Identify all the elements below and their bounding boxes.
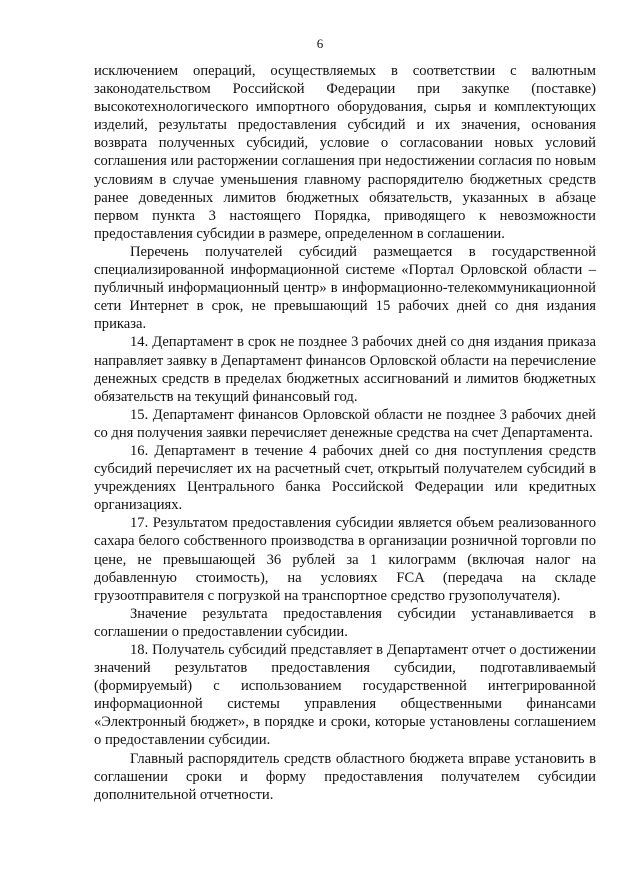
document-body [94, 62, 596, 804]
paragraph-additional-reporting: Главный распорядитель средств областного бюджета вправе установить в соглашении сроки и форму предоставления получателем субсидии дополнительной отчетности. [94, 750, 596, 803]
page-number: 6 [316, 36, 324, 51]
paragraph-item-16: 16. Департамент в течение 4 рабочих дней со дня поступления средств субсидий перечисляет их на расчетный счет, открытый получателем субсидий в учреждениях Центрального банка Российской Федерации или кредитных организациях. [94, 442, 596, 514]
paragraph-continuation: исключением операций, осуществляемых в соответствии с валютным законодательством Российской Федерации при закупке (поставке) высокотехнологического импортного оборудования, сырья и комплектующих изделий, результаты предоставления субсидий и их значения, основания возврата полученных субсидий, условие о согласовании новых условий соглашения или расторжении соглашения при недостижении согласия по новым условиям в случае уменьшения главному распорядителю бюджетных средств ранее доведенных лимитов бюджетных обязательств, указанных в абзаце первом пункта 3 настоящего Порядка, приводящего к невозможности предоставления субсидии в размере, определенном в соглашении. [94, 63, 596, 242]
paragraph-result-value: Значение результата предоставления субсидии устанавливается в соглашении о предоставлении субсидии. [94, 605, 596, 640]
paragraph-item-18: 18. Получатель субсидий представляет в Департамент отчет о достижении значений результатов предоставления субсидии, подготавливаемый (формируемый) с использованием государственной интегрированной информационной системы управления общественными финансами «Электронный бюджет», в порядке и сроки, которые установлены соглашением о предоставлении субсидии. [94, 642, 596, 749]
paragraph-item-15: 15. Департамент финансов Орловской области не позднее 3 рабочих дней со дня получения заявки перечисляет денежные средства на счет Департамента. [94, 406, 596, 441]
paragraph-item-14: 14. Департамент в срок не позднее 3 рабочих дней со дня издания приказа направляет заявку в Департамент финансов Орловской области на перечисление денежных средств в пределах бюджетных ассигнований и лимитов бюджетных обязательств на текущий финансовый год. [94, 334, 596, 405]
paragraph-item-17: 17. Результатом предоставления субсидии является объем реализованного сахара белого собственного производства в организации розничной торговли по цене, не превышающей 36 рублей за 1 килограмм (включая налог на добавленную стоимость), на условиях FCA (передача на складе грузоотправителя с погрузкой на транспортное средство грузополучателя). [94, 515, 596, 604]
paragraph-recipients-list: Перечень получателей субсидий размещается в государственной специализированной информационной системе «Портал Орловской области – публичный информационный центр» в информационно-телекоммуникационной сети Интернет в срок, не превышающий 15 рабочих дней со дня издания приказа. [94, 243, 596, 333]
